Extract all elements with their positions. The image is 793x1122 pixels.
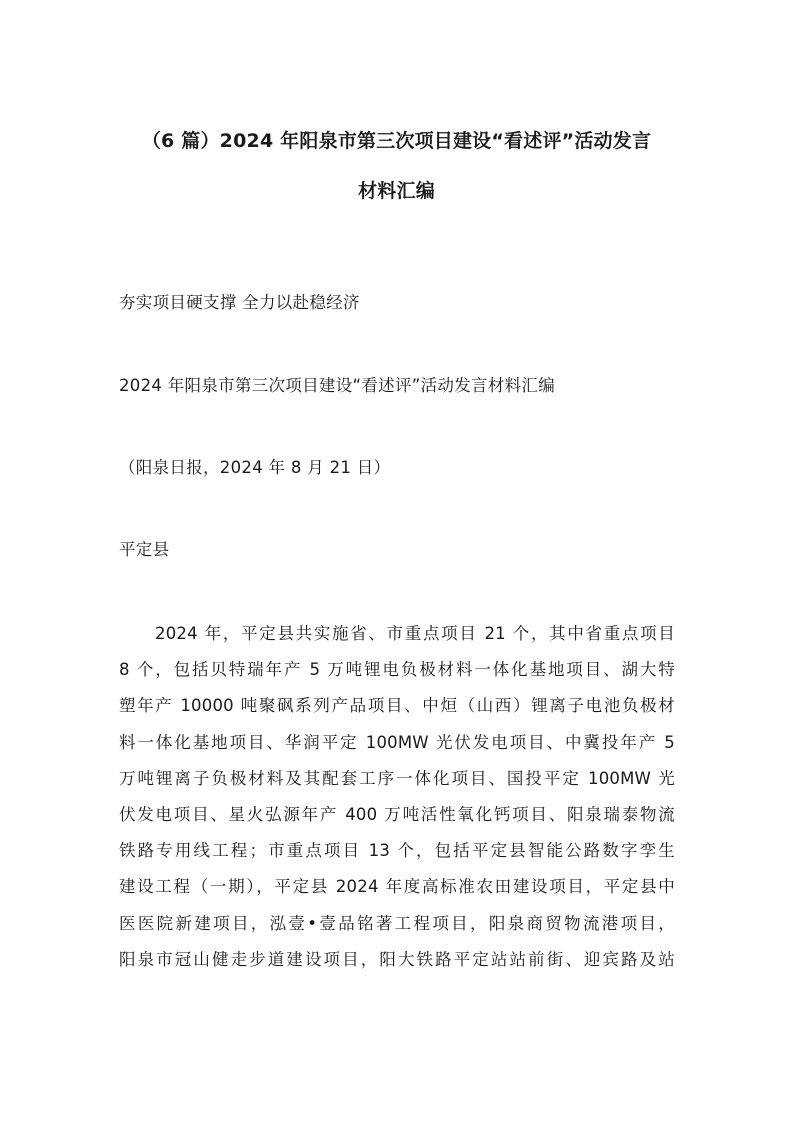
article-source: （阳泉日报，2024 年 8 月 21 日） [119,458,391,477]
body-line: 医医院新建项目，泓壹•壹品铭著工程项目，阳泉商贸物流港项目， [119,913,675,933]
body-line: 万吨锂离子负极材料及其配套工序一体化项目、国投平定 100MW 光 [119,768,675,788]
document-title-line2: 材料汇编 [358,180,435,202]
document-title-line1: （6 篇）2024 年阳泉市第三次项目建设“看述评”活动发言 [141,130,652,152]
body-line: 建设工程（一期），平定县 2024 年度高标准农田建设项目，平定县中 [119,877,675,897]
article-headline: 夯实项目硬支撑 全力以赴稳经济 [119,293,360,312]
body-line: 8 个，包括贝特瑞年产 5 万吨锂电负极材料一体化基地项目、湖大特 [119,660,675,680]
body-line: 2024 年，平定县共实施省、市重点项目 21 个，其中省重点项目 [155,624,675,643]
body-line: 铁路专用线工程；市重点项目 13 个，包括平定县智能公路数字孪生 [119,841,675,861]
body-line: 伏发电项目、星火弘源年产 400 万吨活性氧化钙项目、阳泉瑞泰物流 [119,804,675,824]
body-line: 阳泉市冠山健走步道建设项目，阳大铁路平定站站前街、迎宾路及站 [119,949,675,969]
article-subheading: 2024 年阳泉市第三次项目建设“看述评”活动发言材料汇编 [119,376,556,395]
section-heading-county: 平定县 [119,540,170,559]
body-paragraph [119,623,675,985]
body-line: 料一体化基地项目、华润平定 100MW 光伏发电项目、中冀投年产 5 [119,732,675,752]
body-line: 塑年产 10000 吨聚砜系列产品项目、中烜（山西）锂离子电池负极材 [119,696,675,716]
